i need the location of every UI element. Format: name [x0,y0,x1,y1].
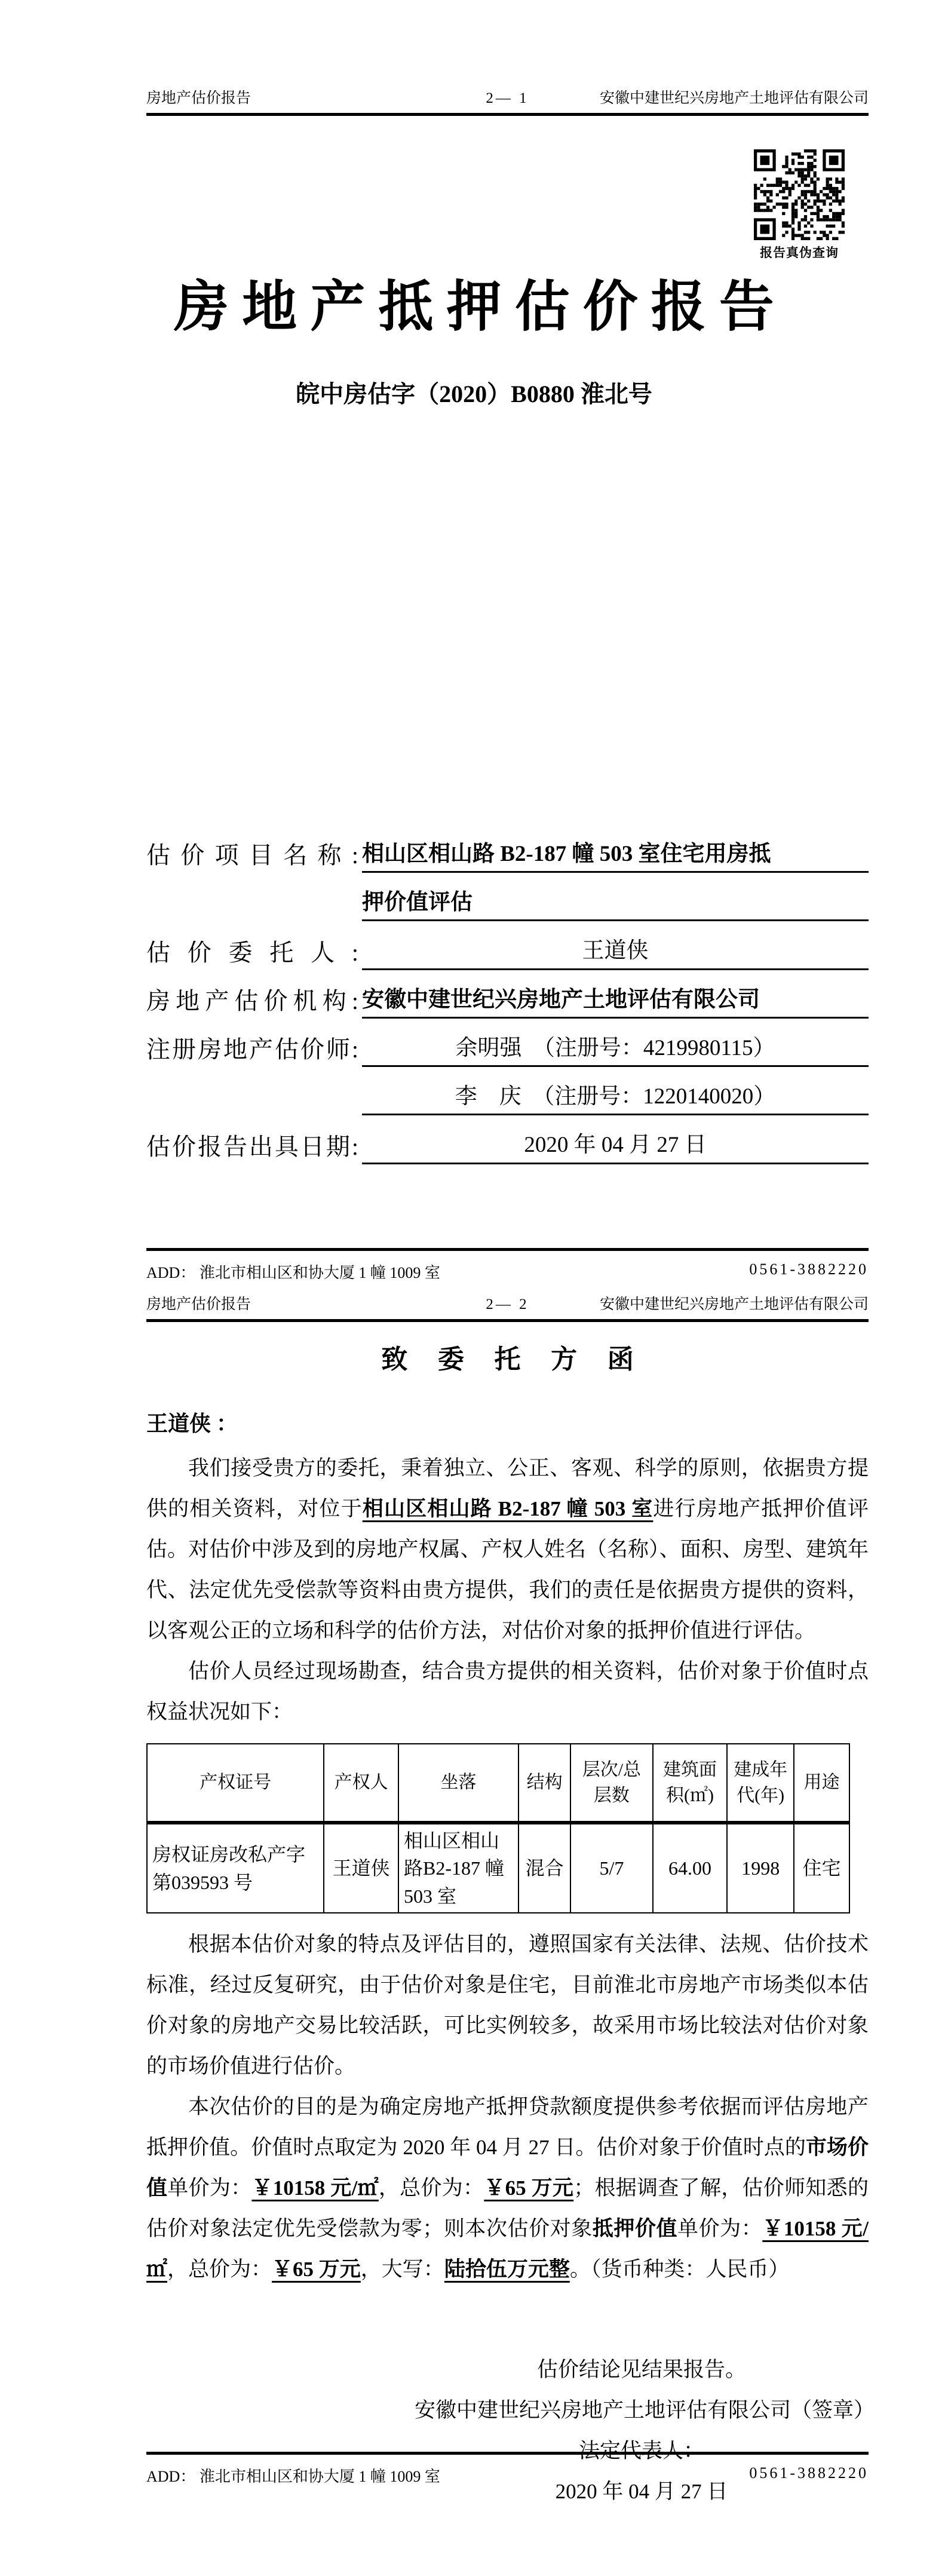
col-header-use: 用途 [794,1744,849,1823]
field-issue-date [146,1131,869,1164]
field-value: 押价值评估 [362,889,869,921]
mortgage-value-term: 抵押价值 [592,2217,678,2241]
header-doc-type: 房地产估价报告 [146,1296,251,1312]
paragraph-method: 根据本估价对象的特点及评估目的，遵照国家有关法律、法规、估价技术标准，经过反复研究，由于估价对象是住宅，目前淮北市房地产市场类似本估价对象的房地产交易比较活跃，可比实例较多，故采用市场比较法对估价对象的市场价值进行估价。 [146,1933,869,2078]
field-value: 安徽中建世纪兴房地产土地评估有限公司 [362,986,869,1019]
para1-text: 进行房地产抵押价值评估。对估价中涉及到的房地产权属、产权人姓名（名称）、面积、房型、建筑年代、法定优先受偿款等资料由贵方提供，我们的责任是依据贵方提供的资料，以客观公正的立场和科学的估价方法，对估价对象的抵押价值进行评估。 [146,1497,869,1642]
field-label: 估价委托人: [146,939,358,966]
field-label: 估价项目名称: [146,842,358,869]
cell-area: 64.00 [653,1823,728,1913]
para4-text: 本次估价的目的是为确定房地产抵押贷款额度提供参考依据而评估房地产抵押价值。价值时点取定为 2020 年 04 月 27 日。估价对象于价值时点的 [146,2095,869,2160]
paragraph-inspection: 估价人员经过现场勘查，结合贵方提供的相关资料，估价对象于价值时点权益状况如下： [146,1660,869,1724]
subject-address-emphasis: 相山区相山路 B2-187 幢 503 室 [362,1497,654,1520]
field-value: 王道侠 [362,937,869,970]
paragraph-valuation-result [146,2087,869,2290]
cell-location: 相山区相山路B2-187 幢 503 室 [398,1823,519,1913]
cell-year-built: 1998 [727,1823,794,1913]
col-header-cert-no: 产权证号 [147,1744,324,1823]
footer-phone: 0561-3882220 [749,1261,869,1278]
amount-in-words: 陆拾伍万元整 [444,2258,570,2281]
col-header-area: 建筑面积(㎡) [653,1744,728,1823]
cover-fields [146,841,869,1164]
para4-text: ；根据调查了解，估价师知悉的估价对象法定优先受偿款为零；则本次估价对象 [146,2176,869,2241]
page1-running-header [146,0,869,116]
para1-text: 我们接受贵方的委托，秉着独立、公正、客观、科学的原则，依据贵方提供的相关资料，对位于 [146,1456,869,1520]
table-header-row [147,1744,849,1823]
field-agency [146,986,869,1019]
letter-page [0,1287,948,2576]
header-doc-type: 房地产估价报告 [146,90,251,106]
page1-running-footer [146,1248,869,1283]
report-number: 皖中房估字（2020）B0880 淮北号 [296,380,652,407]
closing-date: 2020 年 04 月 27 日 [555,2480,728,2504]
col-header-structure: 结构 [519,1744,570,1823]
field-label: 房地产估价机构: [146,987,358,1014]
closing-legal-representative: 法定代表人： [578,2439,704,2463]
closing-company-seal: 安徽中建世纪兴房地产土地评估有限公司（签章） [415,2399,875,2422]
qr-caption: 报告真伪查询 [760,246,839,260]
salutation: 王道侠 ： [146,1412,238,1436]
paragraph-engagement [146,1448,869,1651]
header-company-name: 安徽中建世纪兴房地产土地评估有限公司 [599,1296,869,1312]
para4-text: ，大写： [360,2258,444,2281]
field-label: 估价报告出具日期: [146,1133,358,1160]
page2-running-header [146,1287,869,1322]
cover-page [0,0,948,1287]
footer-address: ADD： 淮北市相山区和协大厦 1 幢 1009 室 [146,1264,440,1281]
field-appraiser-1 [146,1035,869,1067]
cell-use: 住宅 [794,1823,849,1913]
letter-title: 致 委 托 方 函 [381,1345,646,1374]
field-value: 李 庆 （注册号：1220140020） [362,1083,869,1115]
footer-phone: 0561-3882220 [749,2464,869,2482]
field-label [146,1113,358,1115]
field-project-name [146,841,869,873]
header-page-number: 2— 1 [486,90,529,106]
para4-text: 。（货币种类：人民币） [569,2258,790,2281]
report-verification-qr [754,149,845,261]
col-header-floor: 层次/总层数 [570,1744,653,1823]
field-appraiser-2 [146,1083,869,1115]
field-label: 注册房地产估价师: [146,1036,358,1063]
cell-cert-no: 房权证房改私产字第039593 号 [147,1823,324,1913]
col-header-year-built: 建成年代(年) [727,1744,794,1823]
header-company-name: 安徽中建世纪兴房地产土地评估有限公司 [599,90,869,106]
report-title: 房地产抵押估价报告 [174,277,787,338]
cell-floor: 5/7 [570,1823,653,1913]
mortgage-total-price-value: ￥65 万元 [272,2258,361,2281]
col-header-owner: 产权人 [324,1744,398,1823]
cell-owner: 王道侠 [324,1823,398,1913]
field-value: 相山区相山路 B2-187 幢 503 室住宅用房抵 [362,841,869,873]
closing-block [415,2350,875,2512]
subject-property-table [146,1743,850,1913]
field-value: 余明强 （注册号：4219980115） [362,1035,869,1067]
mortgage-unit-price-value: ￥10158 元/㎡ [146,2217,869,2281]
para4-text: 单价为： [167,2176,252,2200]
qr-code-image [754,149,845,240]
cell-structure: 混合 [519,1823,570,1913]
header-page-number: 2— 2 [486,1296,529,1312]
para4-text: 单价为： [677,2217,763,2241]
para4-text: ，总价为： [378,2176,484,2200]
total-price-value: ￥65 万元 [484,2176,574,2200]
field-project-name-cont [146,889,869,921]
market-value-term: 市场价值 [146,2136,869,2200]
page2-running-footer [146,2452,869,2486]
table-row [147,1823,849,1913]
footer-address: ADD： 淮北市相山区和协大厦 1 幢 1009 室 [146,2468,440,2485]
col-header-location: 坐落 [398,1744,519,1823]
para4-text: ，总价为： [167,2258,272,2281]
field-client [146,937,869,970]
field-label [146,919,358,921]
closing-note: 估价结论见结果报告。 [536,2358,746,2382]
unit-price-value: ￥10158 元/㎡ [251,2176,379,2200]
field-value: 2020 年 04 月 27 日 [362,1131,869,1164]
